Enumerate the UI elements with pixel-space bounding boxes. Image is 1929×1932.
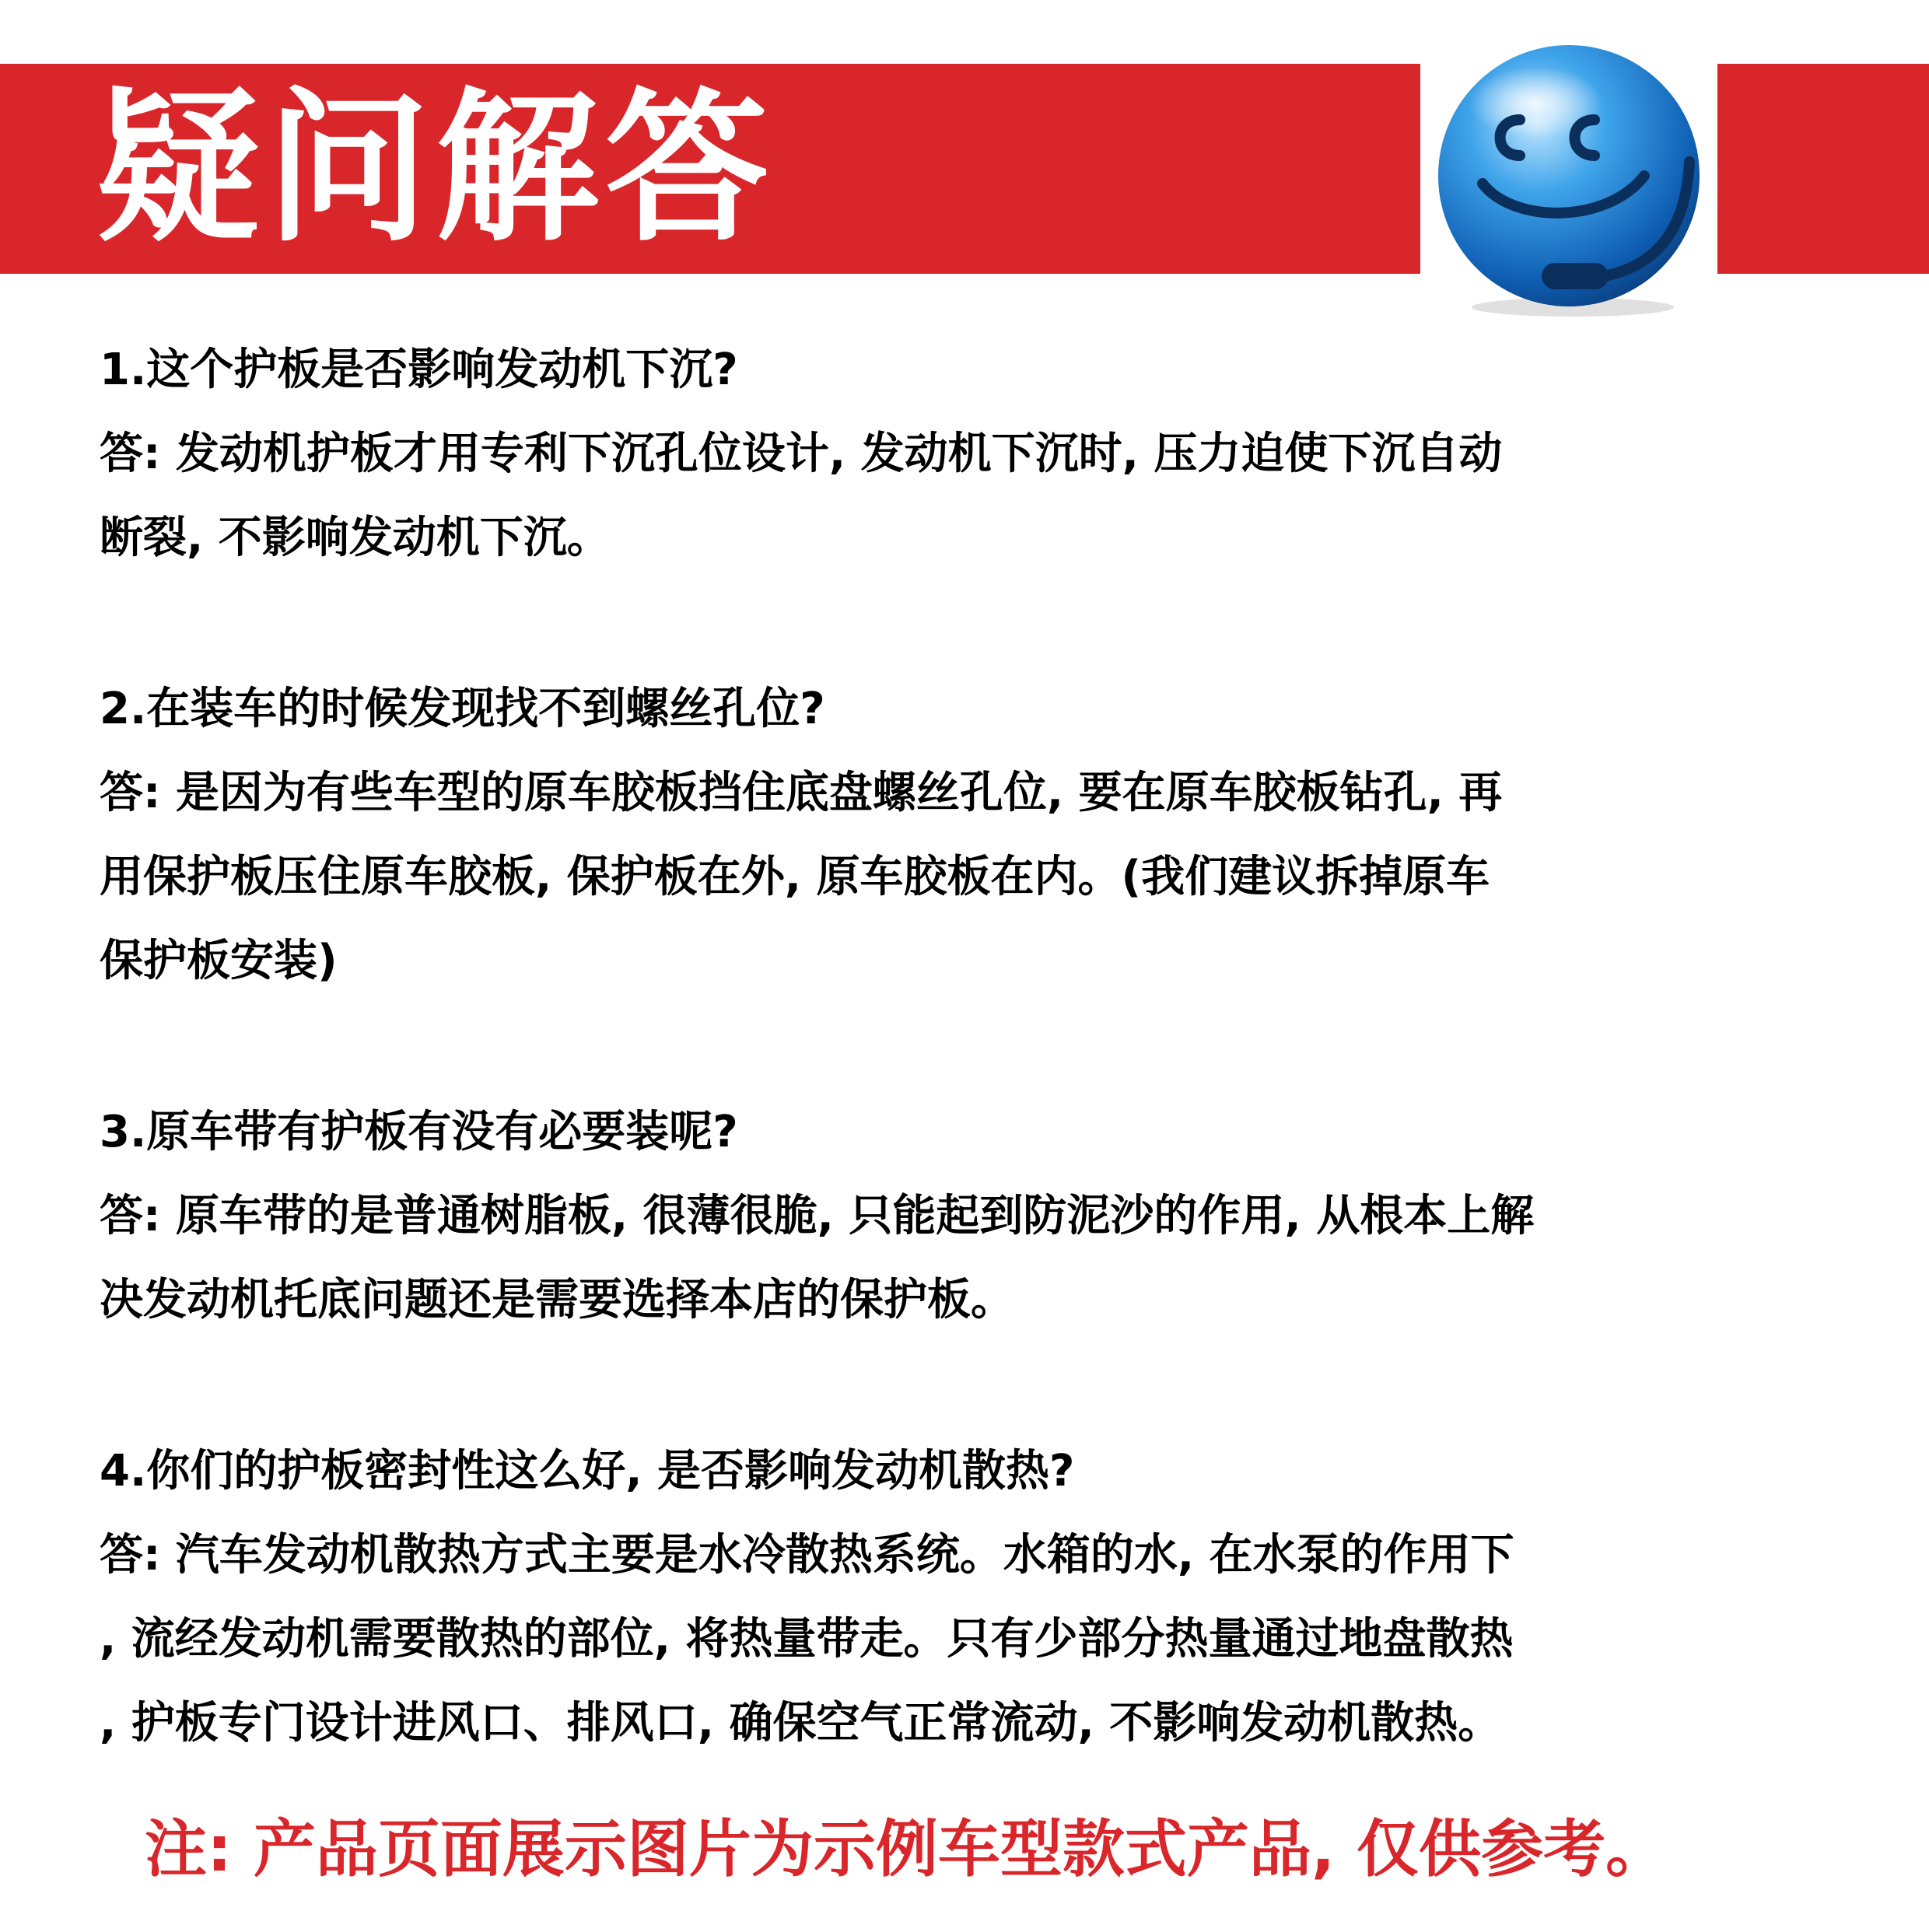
faq-question-1: 1.这个护板是否影响发动机下沉? [100,345,738,395]
disclaimer-note: 注: 产品页面展示图片为示例车型款式产品, 仅供参考。 [145,1813,1668,1885]
faq-answer-4: 答: 汽车发动机散热方式主要是水冷散热系统。水箱的水, 在水泵的作用下 , 流经发动机需要散热的部位, 将热量带走。只有少部分热量通过地盘散热 , 护板专门设计进风口、排风口, 确保空气正常流动, 不影响发动机散热。 [100,1530,1514,1748]
faq-question-3: 3.原车带有护板有没有必要装呢? [100,1107,738,1157]
faq-item-1 [100,328,1850,580]
faq-list [100,328,1850,1853]
faq-item-4 [100,1430,1850,1766]
smiley-headset-icon [1428,39,1710,320]
faq-question-4: 4.你们的护板密封性这么好, 是否影响发动机散热? [100,1446,1075,1496]
page-title: 疑问解答 [96,73,775,264]
faq-answer-2: 答: 是因为有些车型的原车胶板挡住底盘螺丝孔位, 要在原车胶板钻孔, 再 用保护板压住原车胶板, 保护板在外, 原车胶板在内。(我们建议拆掉原车 保护板安装) [100,768,1503,986]
faq-answer-3: 答: 原车带的是普通树脂板, 很薄很脆, 只能起到防泥沙的作用, 从根本上解 决发动机托底问题还是需要选择本店的保护板。 [100,1191,1535,1325]
faq-item-2 [100,667,1850,1003]
faq-answer-1: 答: 发动机护板才用专利下沉孔位设计, 发动机下沉时, 压力迫使下沉自动 断裂, 不影响发动机下沉。 [100,429,1503,563]
faq-item-3 [100,1090,1850,1342]
faq-question-2: 2.在装车的时候发现找不到螺丝孔位? [100,684,825,734]
header-banner-right [1717,64,1929,274]
